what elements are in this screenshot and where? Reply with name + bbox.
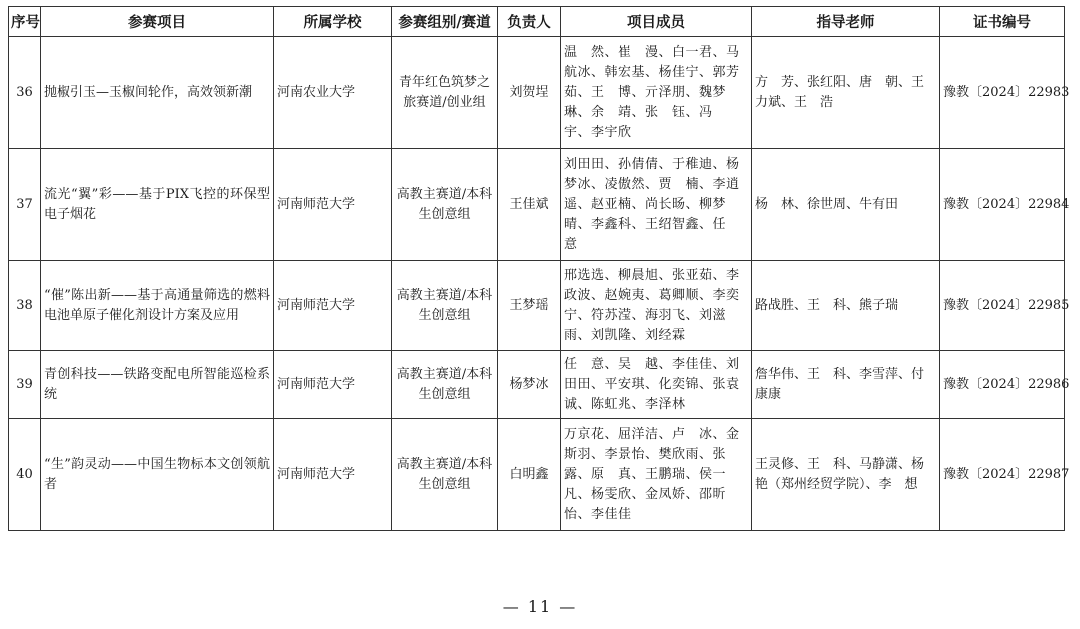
advisor-list: 路战胜、王 科、熊子瑞 — [752, 261, 940, 351]
header-school: 所属学校 — [274, 7, 392, 37]
leader-name: 王佳斌 — [498, 149, 561, 261]
header-group: 参赛组别/赛道 — [392, 7, 498, 37]
project-name: 抛椒引玉—玉椒间轮作，高效领新潮 — [41, 37, 274, 149]
project-name: “催”陈出新——基于高通量筛选的燃料电池单原子催化剂设计方案及应用 — [41, 261, 274, 351]
header-project: 参赛项目 — [41, 7, 274, 37]
project-name: “生”韵灵动——中国生物标本文创领航者 — [41, 419, 274, 531]
row-number: 39 — [9, 351, 41, 419]
header-advisors: 指导老师 — [752, 7, 940, 37]
member-list: 任 意、吴 越、李佳佳、刘田田、平安琪、化奕锦、张袁诚、陈虹兆、李泽林 — [561, 351, 752, 419]
row-number: 36 — [9, 37, 41, 149]
certificate-number: 豫教〔2024〕22984 — [940, 149, 1065, 261]
advisor-list: 方 芳、张红阳、唐 朝、王力斌、王 浩 — [752, 37, 940, 149]
group-track: 高教主赛道/本科生创意组 — [392, 351, 498, 419]
advisor-list: 杨 林、徐世周、牛有田 — [752, 149, 940, 261]
leader-name: 王梦瑶 — [498, 261, 561, 351]
row-number: 40 — [9, 419, 41, 531]
certificate-number: 豫教〔2024〕22983 — [940, 37, 1065, 149]
group-track: 高教主赛道/本科生创意组 — [392, 261, 498, 351]
member-list: 万京花、屈洋洁、卢 冰、金斯羽、李景怡、樊欣雨、张 露、原 真、王鹏瑞、侯一凡、杨雯欣、金凤娇、邵昕怡、李佳佳 — [561, 419, 752, 531]
row-number: 37 — [9, 149, 41, 261]
leader-name: 刘贺埕 — [498, 37, 561, 149]
header-leader: 负责人 — [498, 7, 561, 37]
header-members: 项目成员 — [561, 7, 752, 37]
header-seq: 序号 — [9, 7, 41, 37]
school-name: 河南农业大学 — [274, 37, 392, 149]
leader-name: 杨梦冰 — [498, 351, 561, 419]
member-list: 温 然、崔 漫、白一君、马航冰、韩宏基、杨佳宁、郭芳茹、王 博、亓泽朋、魏梦琳、余 靖、张 钰、冯 宇、李宇欣 — [561, 37, 752, 149]
table-header-row — [9, 7, 1065, 37]
group-track: 青年红色筑梦之旅赛道/创业组 — [392, 37, 498, 149]
school-name: 河南师范大学 — [274, 261, 392, 351]
certificate-number: 豫教〔2024〕22987 — [940, 419, 1065, 531]
certificate-number: 豫教〔2024〕22986 — [940, 351, 1065, 419]
table-row — [9, 149, 1065, 261]
table-row — [9, 351, 1065, 419]
table-row — [9, 419, 1065, 531]
leader-name: 白明鑫 — [498, 419, 561, 531]
advisor-list: 詹华伟、王 科、李雪萍、付康康 — [752, 351, 940, 419]
table-row — [9, 37, 1065, 149]
project-name: 流光“翼”彩——基于PIX飞控的环保型电子烟花 — [41, 149, 274, 261]
school-name: 河南师范大学 — [274, 351, 392, 419]
certificate-number: 豫教〔2024〕22985 — [940, 261, 1065, 351]
header-cert: 证书编号 — [940, 7, 1065, 37]
member-list: 刘田田、孙倩倩、于稚迪、杨梦冰、凌傲然、贾 楠、李逍遥、赵亚楠、尚长旸、柳梦晴、李鑫科、王绍智鑫、任 意 — [561, 149, 752, 261]
school-name: 河南师范大学 — [274, 419, 392, 531]
member-list: 邢选选、柳晨旭、张亚茹、李政波、赵婉夷、葛卿顺、李奕宁、符苏滢、海羽飞、刘滋雨、刘凯隆、刘经霖 — [561, 261, 752, 351]
row-number: 38 — [9, 261, 41, 351]
project-name: 青创科技——铁路变配电所智能巡检系统 — [41, 351, 274, 419]
award-table — [8, 6, 1070, 531]
page-number: — 11 — — [502, 597, 578, 616]
group-track: 高教主赛道/本科生创意组 — [392, 149, 498, 261]
group-track: 高教主赛道/本科生创意组 — [392, 419, 498, 531]
advisor-list: 王灵修、王 科、马静潇、杨 艳（郑州经贸学院）、李 想 — [752, 419, 940, 531]
school-name: 河南师范大学 — [274, 149, 392, 261]
table-row — [9, 261, 1065, 351]
